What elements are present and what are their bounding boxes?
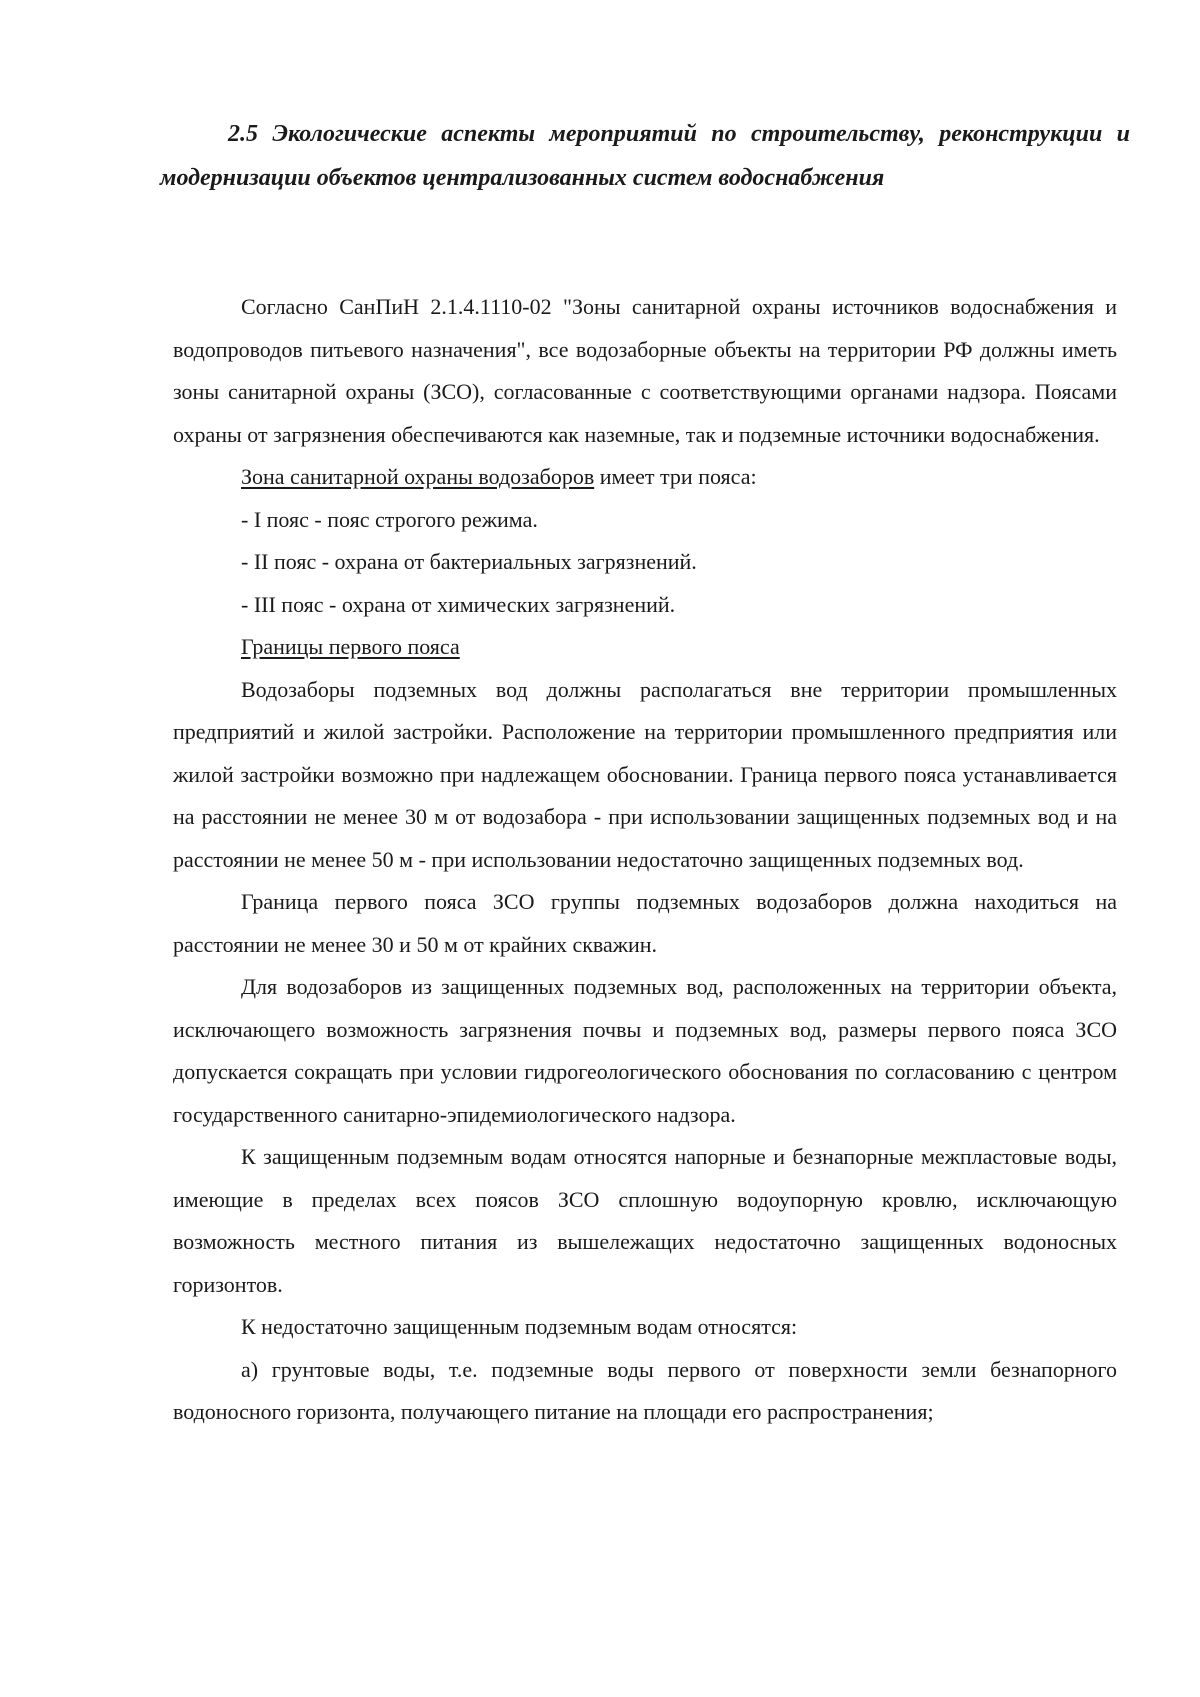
paragraph-water-intakes: Водозаборы подземных вод должны располагаться вне территории промышленных предприятий и жилой застройки. Расположение на территории промышленного предприятия или жилой застройки возможно при надлежащем обосновании. Граница первого пояса устанавливается на расстоянии не менее 30 м от водозабора - при использовании защищенных подземных вод и на расстоянии не менее 50 м - при использовании недостаточно защищенных подземных вод. xyxy=(173,676,1117,872)
subheading-first-belt xyxy=(173,626,1117,669)
paragraph-group-boundary: Граница первого пояса ЗСО группы подземных водозаборов должна находиться на расстоянии не менее 30 и 50 м от крайних скважин. xyxy=(173,889,1117,957)
list-item-belt-3: - III пояс - охрана от химических загрязнений. xyxy=(241,591,676,617)
paragraph-protected-reduction: Для водозаборов из защищенных подземных вод, расположенных на территории объекта, исключающего возможность загрязнения почвы и подземных вод, размеры первого пояса ЗСО допускается сокращать при условии гидрогеологического обоснования по согласованию с центром государственного санитарно-эпидемиологического надзора. xyxy=(173,974,1117,1127)
section-title: 2.5 Экологические аспекты мероприятий по строительству, реконструкции и модернизации объектов централизованных систем водоснабжения xyxy=(160,121,1130,191)
list-item-belt-1: - I пояс - пояс строгого режима. xyxy=(241,506,538,532)
document-body xyxy=(173,286,1117,1434)
zones-intro-rest: имеет три пояса: xyxy=(594,464,757,489)
list-item-belt-2: - II пояс - охрана от бактериальных загрязнений. xyxy=(241,549,697,574)
paragraph-zones-intro xyxy=(173,456,1117,499)
paragraph-groundwater: а) грунтовые воды, т.е. подземные воды первого от поверхности земли безнапорного водоносного горизонта, получающего питание на площади его распространения; xyxy=(173,1356,1117,1424)
zones-intro-underlined: Зона санитарной охраны водозаборов xyxy=(241,464,595,489)
paragraph-protected-waters: К защищенным подземным водам относятся напорные и безнапорные межпластовые воды, имеющие в пределах всех поясов ЗСО сплошную водоупорную кровлю, исключающую возможность местного питания из вышележащих недостаточно защищенных водоносных горизонтов. xyxy=(173,1144,1117,1297)
first-belt-heading: Границы первого пояса xyxy=(241,634,460,659)
paragraph-insufficiently-protected: К недостаточно защищенным подземным водам относятся: xyxy=(241,1314,798,1339)
paragraph-sanpin: Согласно СанПиН 2.1.4.1110-02 "Зоны санитарной охраны источников водоснабжения и водопроводов питьевого назначения", все водозаборные объекты на территории РФ должны иметь зоны санитарной охраны (ЗСО), согласованные с соответствующими органами надзора. Поясами охраны от загрязнения обеспечиваются как наземные, так и подземные источники водоснабжения. xyxy=(173,294,1117,447)
